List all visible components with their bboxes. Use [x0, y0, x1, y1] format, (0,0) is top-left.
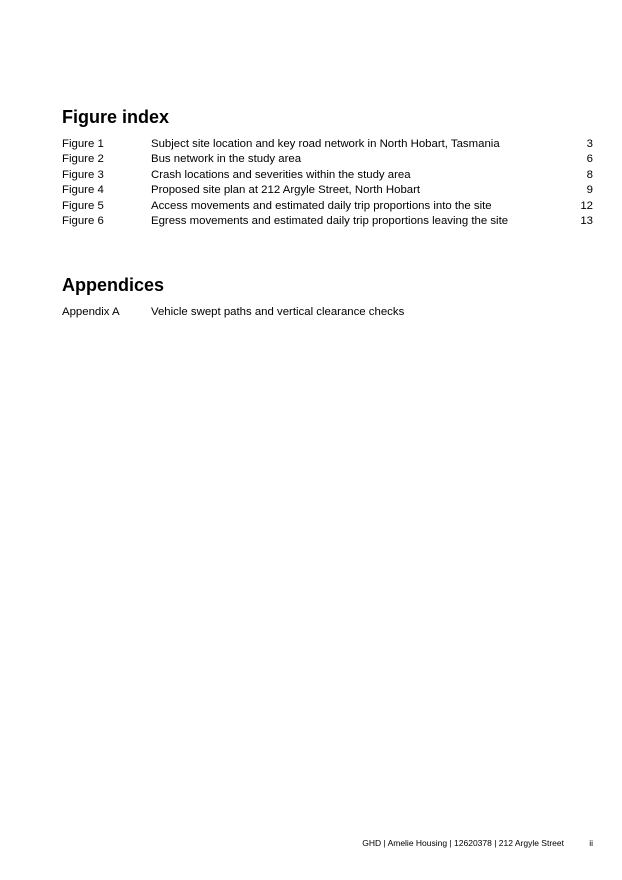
figure-title: Egress movements and estimated daily trip proportions leaving the site: [151, 214, 509, 227]
figure-label: Figure 6: [62, 214, 104, 227]
figure-index-heading: Figure index: [62, 107, 170, 127]
figure-page-number: 12: [580, 199, 593, 212]
figure-page-number: 6: [586, 153, 593, 166]
figure-label: Figure 1: [62, 138, 104, 150]
figure-index-row[interactable]: [62, 152, 593, 167]
figure-index-row[interactable]: [62, 183, 593, 198]
figure-title: Crash locations and severities within the study area: [151, 168, 411, 181]
figure-title: Proposed site plan at 212 Argyle Street, North Hobart: [151, 184, 421, 197]
figure-page-number: 8: [586, 168, 593, 181]
figure-label: Figure 4: [62, 184, 104, 197]
figure-title: Access movements and estimated daily trip proportions into the site: [151, 199, 492, 212]
figure-page-number: 13: [580, 214, 593, 227]
figure-index-list: [62, 137, 593, 229]
appendix-title: Vehicle swept paths and vertical clearance checks: [151, 306, 405, 318]
figure-page-number: 3: [586, 138, 593, 150]
footer-text: GHD | Amelie Housing | 12620378 | 212 Argyle Street: [362, 838, 564, 848]
appendix-row[interactable]: [62, 305, 593, 320]
figure-label: Figure 5: [62, 199, 104, 212]
appendices-heading: Appendices: [62, 275, 165, 295]
figure-index-row[interactable]: [62, 137, 593, 152]
appendix-label: Appendix A: [62, 306, 120, 318]
figure-label: Figure 2: [62, 153, 104, 166]
figure-title: Bus network in the study area: [151, 153, 302, 166]
figure-label: Figure 3: [62, 168, 104, 181]
figure-index-row[interactable]: [62, 199, 593, 214]
appendices-list: [62, 305, 593, 320]
figure-title: Subject site location and key road network in North Hobart, Tasmania: [151, 138, 500, 150]
figure-index-row[interactable]: [62, 168, 593, 183]
figure-page-number: 9: [586, 184, 593, 197]
footer-page-number: ii: [589, 838, 593, 848]
figure-index-row[interactable]: [62, 214, 593, 229]
